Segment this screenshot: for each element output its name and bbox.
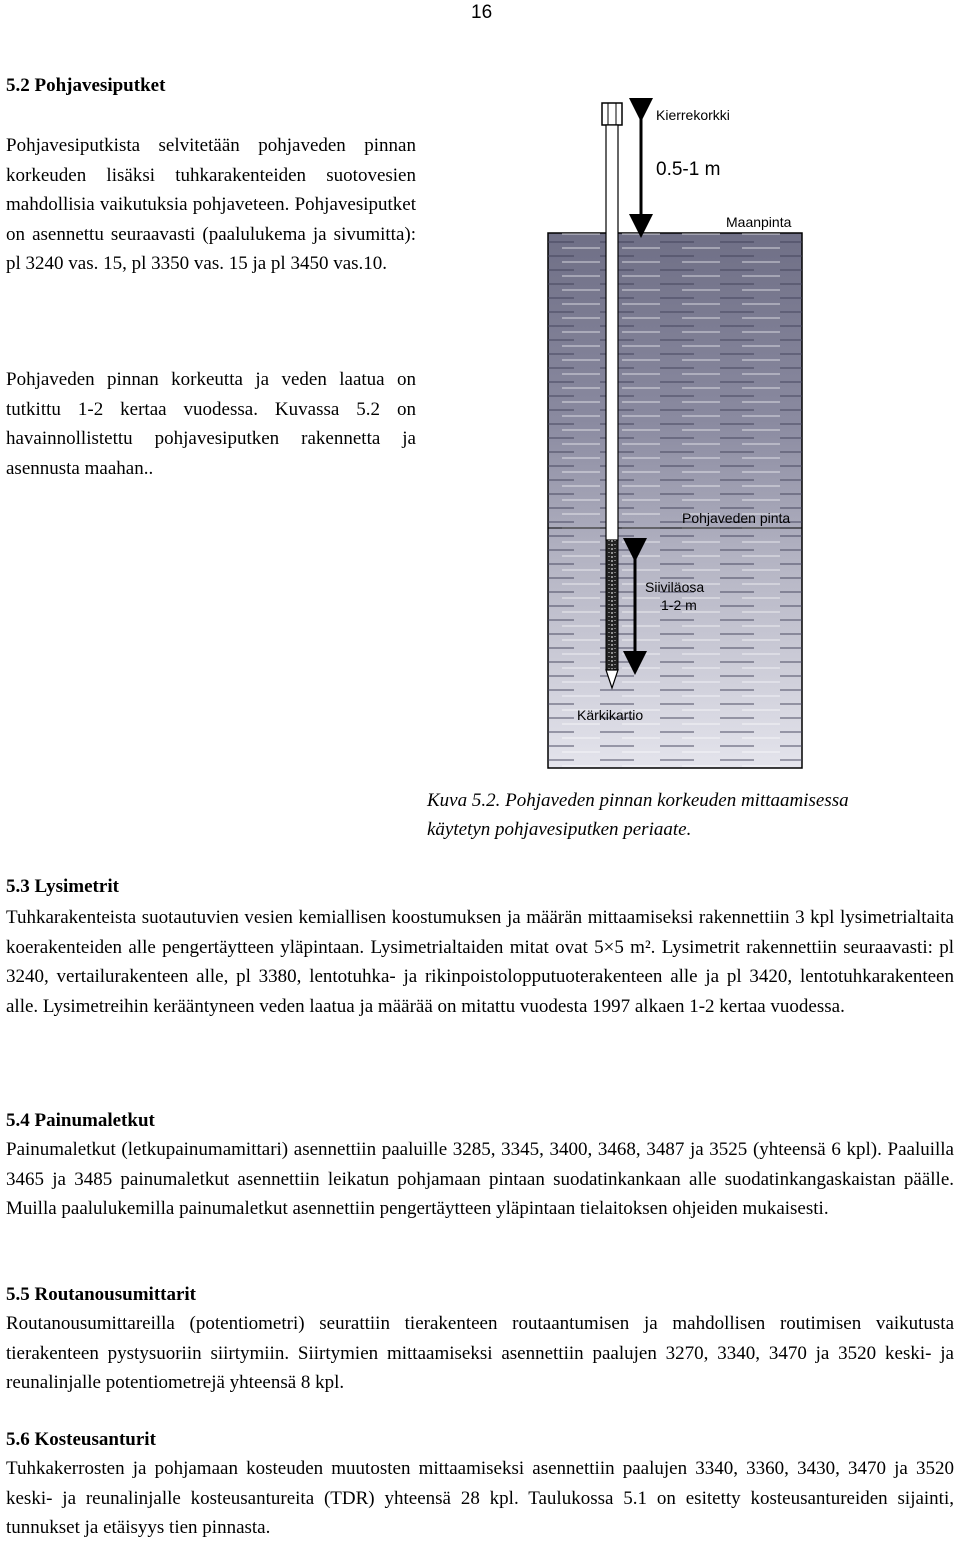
- label-height: 0.5-1 m: [656, 159, 721, 180]
- page-number: 16: [471, 2, 493, 23]
- groundwater-pipe-figure: [540, 98, 960, 778]
- pipe-cap: [602, 103, 622, 125]
- section-5-5-paragraph: Routanousumittareilla (potentiometri) seurattiin tierakenteen routaantumisen ja mahdollisen routimisen vaikutusta tierakenteen pystysuoriin siirtymiin. Siirtymien mittaamiseksi asennettiin paalujen 3270, 3340, 3470 ja 3520 keski- ja reunalinjalle potentiometrejä yhteensä 8 kpl.: [6, 1313, 954, 1393]
- section-heading-5-6: 5.6 Kosteusanturit: [6, 1429, 156, 1450]
- section-5-2-paragraph-1: Pohjavesiputkista selvitetään pohjaveden pinnan korkeuden lisäksi tuhkarakenteiden suotovesien mahdollisia vaikutuksia pohjaveteen. Pohjavesiputket on asennettu seuraavasti (paalulukema ja sivumitta): pl 3240 vas. 15, pl 3350 vas. 15 ja pl 3450 vas.10.: [6, 135, 416, 274]
- groundwater-pipe-diagram: [540, 98, 960, 778]
- label-ground: Maanpinta: [726, 214, 792, 230]
- section-heading-5-3: 5.3 Lysimetrit: [6, 876, 119, 897]
- section-5-6-paragraph: Tuhkakerrosten ja pohjamaan kosteuden muutosten mittaamiseksi asennettiin paalujen 3340, 3360, 3430, 3470 ja 3520 keski- ja reunalinjalle kosteusantureita (TDR) yhteensä 28 kpl. Taulukossa 5.1 on esitetty kosteusantureiden sijainti, tunnukset ja etäisyys tien pinnasta.: [6, 1458, 954, 1538]
- label-cap: Kierrekorkki: [656, 107, 730, 123]
- section-heading-5-2: 5.2 Pohjavesiputket: [6, 75, 166, 96]
- label-screen-length: 1-2 m: [661, 597, 697, 613]
- section-5-3-paragraph: Tuhkarakenteista suotautuvien vesien kemiallisen koostumuksen ja määrän mittaamiseksi rakennettiin 3 kpl lysimetrialtaita koerakenteiden alle pengertäytteen yläpintaan. Lysimetrialtaiden mitat ovat 5×5 m². Lysimetrit rakennettiin seuraavasti: pl 3240, vertailurakenteen alle, pl 3380, lentotuhka- ja rikinpoistolopputuoterakenteen alle ja pl 3420, lentotuhkarakenteen alle. Lysimetreihin kerääntyneen veden laatua ja määrää on mitattu vuodesta 1997 alkaen 1-2 kertaa vuodessa.: [6, 907, 954, 1017]
- section-heading-5-5: 5.5 Routanousumittarit: [6, 1284, 197, 1305]
- section-heading-5-4: 5.4 Painumaletkut: [6, 1110, 155, 1131]
- label-tip: Kärkikartio: [577, 707, 644, 723]
- soil-strata: [548, 233, 802, 768]
- label-water: Pohjaveden pinta: [682, 510, 791, 526]
- section-5-2-paragraph-2: Pohjaveden pinnan korkeutta ja veden laatua on tutkittu 1-2 kertaa vuodessa. Kuvassa 5.2 on havainnollistettu pohjavesiputken rakennetta ja asennusta maahan..: [6, 369, 416, 479]
- label-screen: Siiviläosa: [645, 579, 705, 595]
- figure-caption: Kuva 5.2. Pohjaveden pinnan korkeuden mittaamisessa käytetyn pohjavesiputken periaate.: [427, 790, 849, 840]
- section-5-4-paragraph: Painumaletkut (letkupainumamittari) asennettiin paaluille 3285, 3345, 3400, 3468, 3487 ja 3525 (yhteensä 6 kpl). Paaluilla 3465 ja 3485 painumaletkut asennettiin leikatun pohjamaan pintaan suodatinkankaan alle suodatinkangaskaistan päälle. Muilla paalulukemilla painumaletkut asennettiin pengertäytteen yläpintaan tielaitoksen ohjeiden mukaisesti.: [6, 1139, 954, 1219]
- pipe-body: [606, 125, 618, 540]
